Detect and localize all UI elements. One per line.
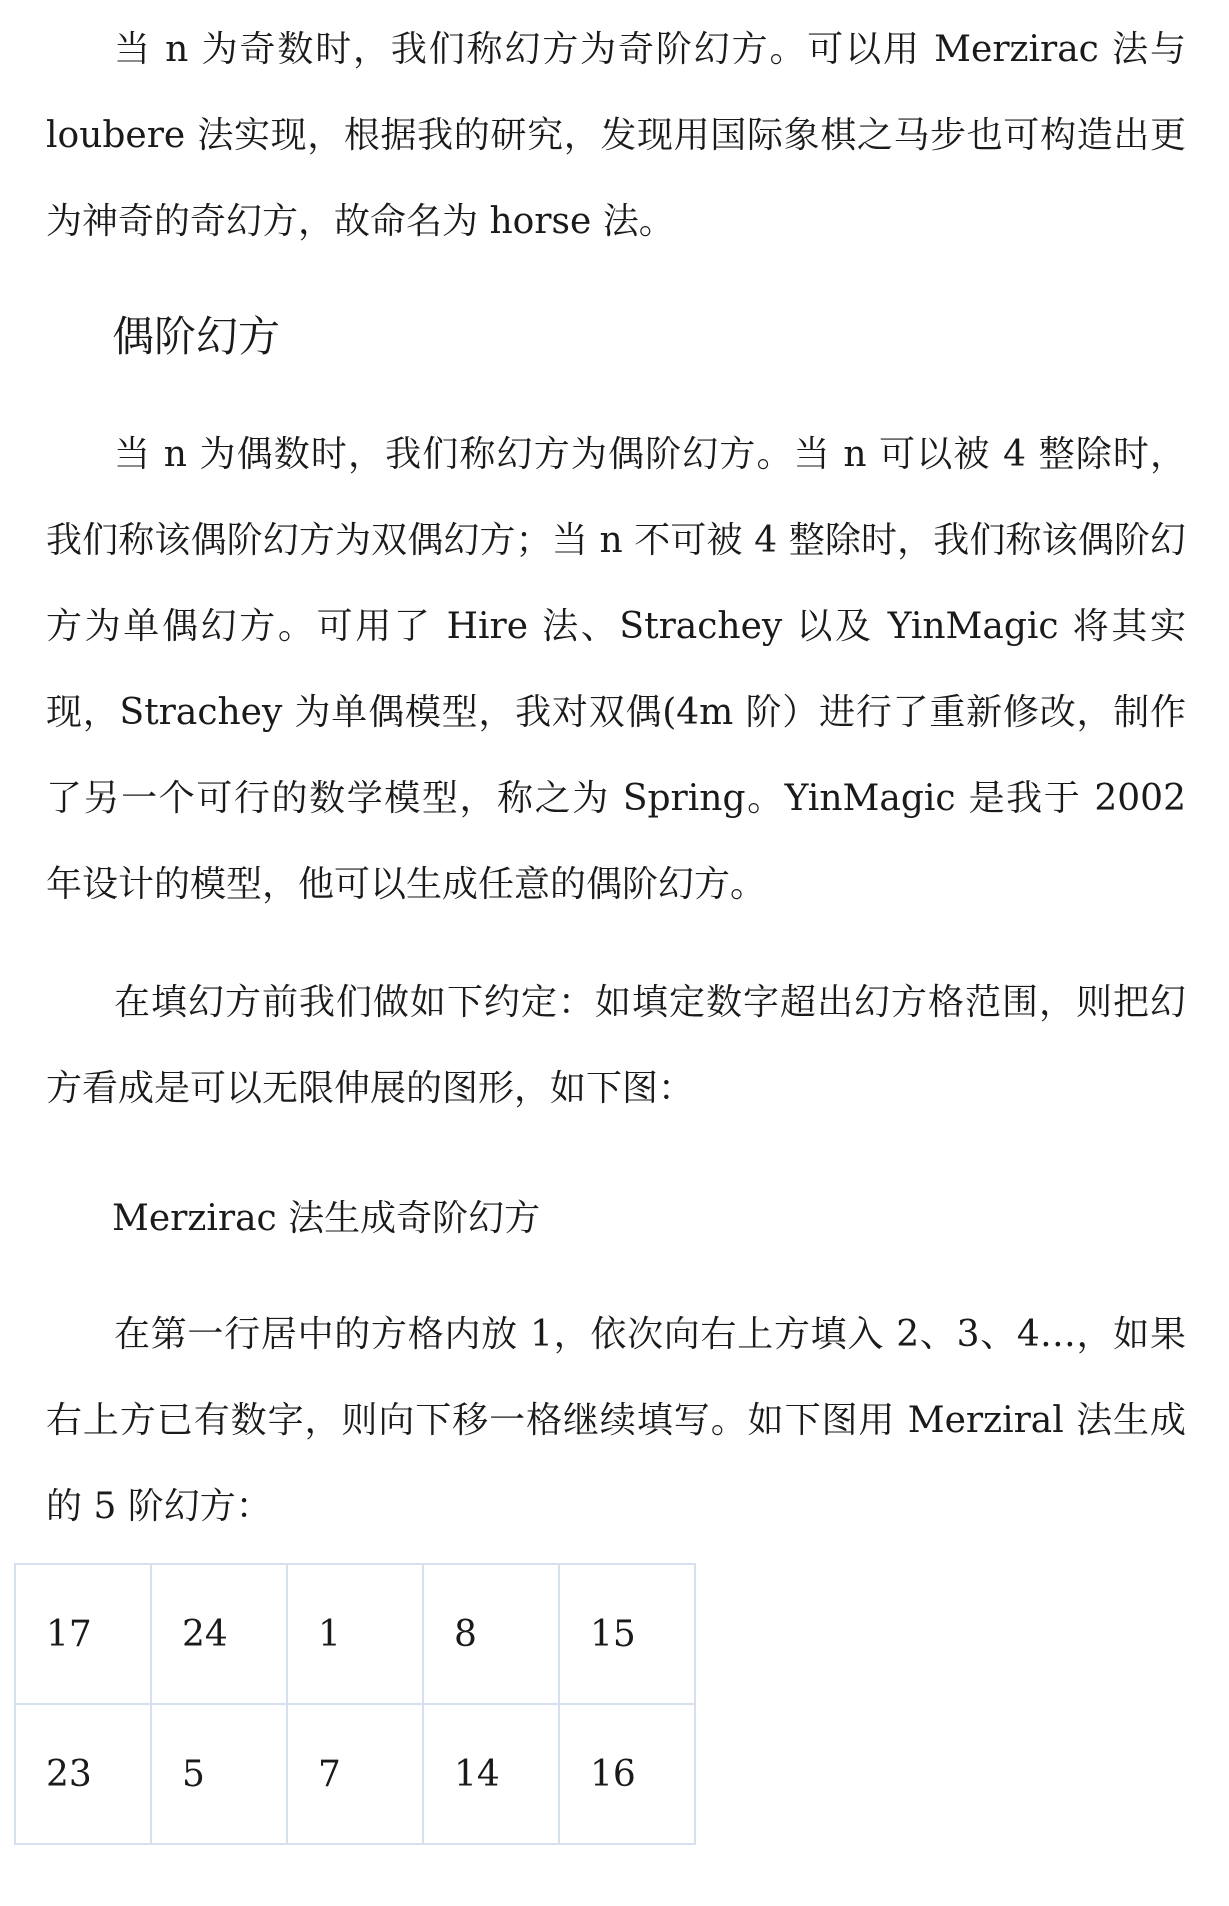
filling-convention-paragraph: 在填幻方前我们做如下约定：如填定数字超出幻方格范围，则把幻方看成是可以无限伸展的图形，如下图： <box>46 982 1186 1109</box>
merzirac-method-heading: Merzirac 法生成奇阶幻方 <box>112 1198 541 1239</box>
table-cell: 14 <box>423 1704 559 1844</box>
table-cell: 17 <box>15 1564 151 1704</box>
table-row <box>15 1564 695 1704</box>
even-magic-square-heading: 偶阶幻方 <box>112 312 281 361</box>
odd-magic-square-intro: 当 n 为奇数时，我们称幻方为奇阶幻方。可以用 Merzirac 法与 loubere 法实现，根据我的研究，发现用国际象棋之马步也可构造出更为神奇的奇幻方，故命名为 horse 法。 <box>46 29 1186 242</box>
table-cell: 1 <box>287 1564 423 1704</box>
table-cell: 7 <box>287 1704 423 1844</box>
even-magic-square-intro: 当 n 为偶数时，我们称幻方为偶阶幻方。当 n 可以被 4 整除时，我们称该偶阶幻方为双偶幻方；当 n 不可被 4 整除时，我们称该偶阶幻方为单偶幻方。可用了 Hire 法、Strachey 以及 YinMagic 将其实现，Strachey 为单偶模型，我对双偶(4m 阶）进行了重新修改，制作了另一个可行的数学模型，称之为 Spring。YinMagic 是我于 2002 年设计的模型，他可以生成任意的偶阶幻方。 <box>46 434 1186 905</box>
table-cell: 5 <box>151 1704 287 1844</box>
table-cell: 23 <box>15 1704 151 1844</box>
table-cell: 8 <box>423 1564 559 1704</box>
table-cell: 15 <box>559 1564 695 1704</box>
merzirac-method-description: 在第一行居中的方格内放 1，依次向右上方填入 2、3、4…，如果右上方已有数字，则向下移一格继续填写。如下图用 Merziral 法生成的 5 阶幻方： <box>46 1314 1186 1527</box>
table-cell: 24 <box>151 1564 287 1704</box>
table-row <box>15 1704 695 1844</box>
table-cell: 16 <box>559 1704 695 1844</box>
magic-square-table <box>14 1563 696 1845</box>
